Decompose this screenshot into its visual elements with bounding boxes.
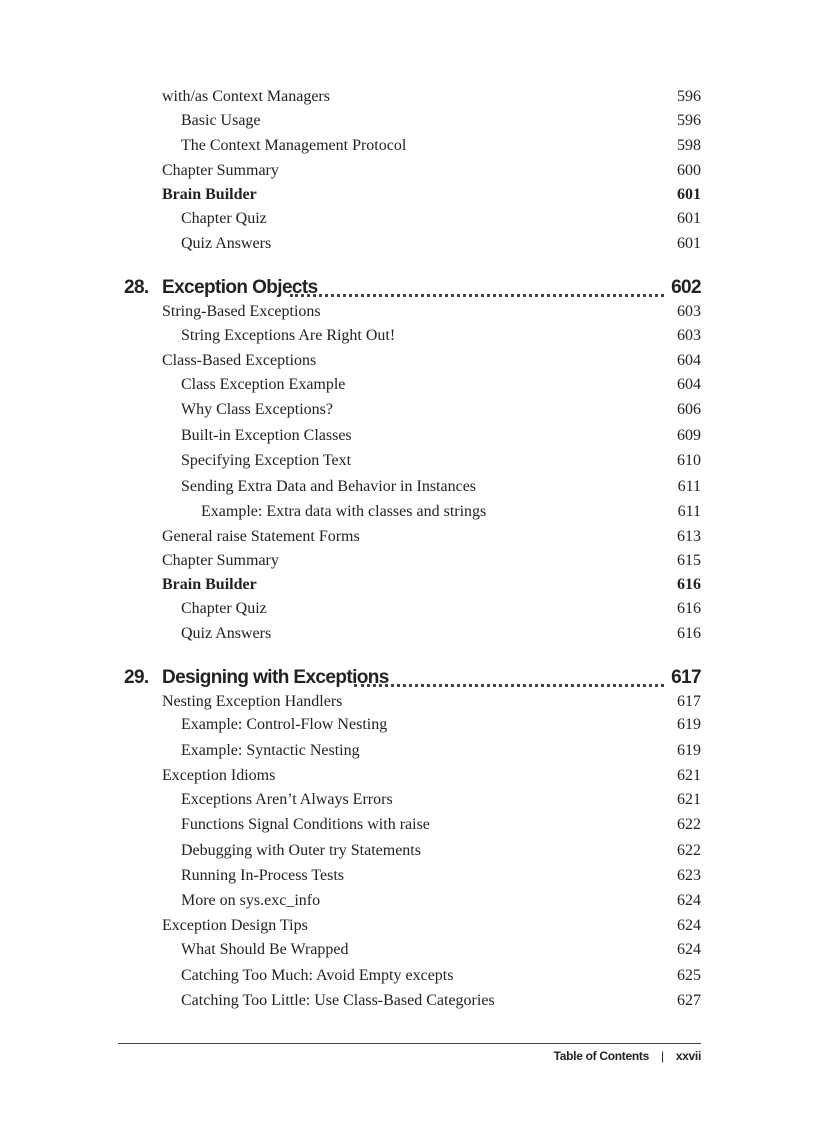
toc-entry-title: Quiz Answers (181, 625, 272, 642)
toc-entry-page: 598 (677, 137, 701, 154)
toc-entry[interactable] (0, 790, 816, 810)
toc-entry-title: Sending Extra Data and Behavior in Instances (181, 478, 477, 495)
toc-entry-page: 603 (677, 303, 701, 320)
toc-entry-page: 609 (677, 427, 701, 444)
toc-entry[interactable] (0, 502, 816, 522)
toc-entry[interactable] (0, 991, 816, 1011)
chapter-heading-29[interactable] (0, 666, 816, 690)
toc-entry-page: 624 (677, 892, 701, 909)
toc-entry-page: 596 (677, 88, 701, 105)
toc-entry[interactable] (0, 551, 816, 571)
toc-entry-page: 616 (677, 625, 701, 642)
toc-entry-page: 619 (677, 742, 701, 759)
chapter-heading-28[interactable] (0, 276, 816, 300)
toc-entry-brain-builder[interactable] (0, 575, 816, 595)
toc-entry-title: Exception Idioms (162, 767, 276, 784)
footer-rule (118, 1043, 701, 1044)
toc-entry-page: 625 (677, 967, 701, 984)
footer-section-title: Table of Contents (553, 1049, 649, 1063)
chapter-title: Exception Objects (162, 277, 318, 298)
toc-entry-title: Quiz Answers (181, 235, 272, 252)
toc-entry-title: String Exceptions Are Right Out! (181, 327, 396, 344)
toc-entry-title: Chapter Summary (162, 552, 279, 569)
toc-entry-title: Brain Builder (162, 576, 257, 593)
toc-entry[interactable] (0, 234, 816, 254)
toc-entry-page: 616 (677, 600, 701, 617)
toc-entry[interactable] (0, 351, 816, 371)
chapter-page: 617 (671, 667, 701, 688)
toc-entry-title: Exception Design Tips (162, 917, 308, 934)
toc-entry-page: 606 (677, 401, 701, 418)
toc-entry[interactable] (0, 302, 816, 322)
toc-entry-page: 627 (677, 992, 701, 1009)
toc-entry-page: 611 (677, 503, 701, 520)
toc-entry-page: 604 (677, 376, 701, 393)
toc-entry[interactable] (0, 715, 816, 735)
toc-entry-page: 613 (677, 528, 701, 545)
toc-entry-title: The Context Management Protocol (181, 137, 407, 154)
toc-entry[interactable] (0, 426, 816, 446)
toc-entry[interactable] (0, 87, 816, 107)
toc-entry-title: Catching Too Little: Use Class-Based Categories (181, 992, 495, 1009)
toc-entry-title: Nesting Exception Handlers (162, 693, 343, 710)
toc-entry[interactable] (0, 375, 816, 395)
dot-leader (290, 286, 664, 297)
toc-entry[interactable] (0, 741, 816, 761)
toc-entry[interactable] (0, 209, 816, 229)
toc-entry-page: 603 (677, 327, 701, 344)
toc-entry-title: Exceptions Aren’t Always Errors (181, 791, 393, 808)
toc-entry-page: 624 (677, 917, 701, 934)
toc-entry-page: 611 (677, 478, 701, 495)
toc-entry-page: 601 (677, 210, 701, 227)
toc-entry-page: 601 (677, 235, 701, 252)
toc-entry-page: 621 (677, 791, 701, 808)
toc-entry-title: Chapter Quiz (181, 210, 267, 227)
toc-entry-title: Chapter Summary (162, 162, 279, 179)
page-footer (554, 1048, 701, 1064)
toc-entry[interactable] (0, 451, 816, 471)
toc-entry-page: 601 (677, 186, 701, 203)
footer-separator: | (660, 1049, 664, 1063)
toc-entry-title: Example: Extra data with classes and strings (201, 503, 487, 520)
toc-entry-page: 617 (677, 693, 701, 710)
toc-entry[interactable] (0, 477, 816, 497)
toc-entry[interactable] (0, 841, 816, 861)
toc-entry-page: 623 (677, 867, 701, 884)
toc-entry-title: Running In-Process Tests (181, 867, 345, 884)
toc-entry-title: with/as Context Managers (162, 88, 330, 105)
toc-entry[interactable] (0, 815, 816, 835)
toc-entry-title: Specifying Exception Text (181, 452, 352, 469)
toc-entry-title: Class Exception Example (181, 376, 346, 393)
toc-entry[interactable] (0, 891, 816, 911)
toc-entry[interactable] (0, 766, 816, 786)
toc-entry[interactable] (0, 916, 816, 936)
footer-page-number: xxvii (675, 1049, 701, 1063)
toc-entry-title: Brain Builder (162, 186, 257, 203)
toc-entry[interactable] (0, 692, 816, 712)
chapter-number: 28. (124, 277, 149, 298)
toc-entry[interactable] (0, 624, 816, 644)
toc-entry-page: 622 (677, 816, 701, 833)
toc-entry-page: 596 (677, 112, 701, 129)
toc-entry-page: 615 (677, 552, 701, 569)
toc-entry-title: Chapter Quiz (181, 600, 267, 617)
toc-entry[interactable] (0, 111, 816, 131)
chapter-number: 29. (124, 667, 149, 688)
toc-entry[interactable] (0, 400, 816, 420)
toc-entry-page: 610 (677, 452, 701, 469)
toc-entry-title: General raise Statement Forms (162, 528, 360, 545)
toc-entry[interactable] (0, 161, 816, 181)
toc-entry[interactable] (0, 966, 816, 986)
toc-entry[interactable] (0, 326, 816, 346)
toc-entry-title: Debugging with Outer try Statements (181, 842, 421, 859)
toc-entry-title: Class-Based Exceptions (162, 352, 317, 369)
toc-entry[interactable] (0, 940, 816, 960)
toc-entry-title: Why Class Exceptions? (181, 401, 333, 418)
toc-entry-title: Functions Signal Conditions with raise (181, 816, 430, 833)
toc-entry-brain-builder[interactable] (0, 185, 816, 205)
toc-entry[interactable] (0, 527, 816, 547)
toc-entry[interactable] (0, 866, 816, 886)
toc-entry[interactable] (0, 599, 816, 619)
toc-entry-page: 604 (677, 352, 701, 369)
chapter-title: Designing with Exceptions (162, 667, 389, 688)
toc-entry-page: 621 (677, 767, 701, 784)
toc-entry-title: String-Based Exceptions (162, 303, 321, 320)
toc-entry-title: Example: Control-Flow Nesting (181, 716, 388, 733)
toc-entry-page: 600 (677, 162, 701, 179)
toc-entry-title: Built-in Exception Classes (181, 427, 352, 444)
toc-entry-title: Catching Too Much: Avoid Empty excepts (181, 967, 454, 984)
toc-entry-title: Example: Syntactic Nesting (181, 742, 360, 759)
toc-entry[interactable] (0, 136, 816, 156)
toc-entry-title: What Should Be Wrapped (181, 941, 349, 958)
toc-entry-title: More on sys.exc_info (181, 892, 321, 909)
toc-entry-page: 619 (677, 716, 701, 733)
toc-entry-page: 622 (677, 842, 701, 859)
toc-entry-page: 616 (677, 576, 701, 593)
dot-leader (354, 676, 664, 687)
chapter-page: 602 (671, 277, 701, 298)
toc-entry-title: Basic Usage (181, 112, 261, 129)
toc-entry-page: 624 (677, 941, 701, 958)
